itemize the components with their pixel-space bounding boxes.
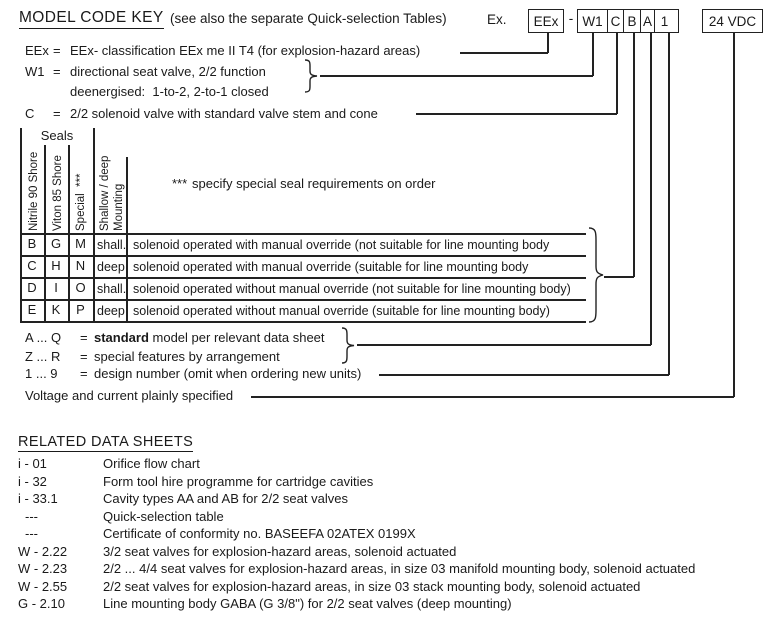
seals-group-header: Seals — [40, 128, 74, 143]
sheet-description: Cavity types AA and AB for 2/2 seat valves — [103, 491, 348, 506]
column-header-special: Special *** — [75, 173, 87, 231]
def-code: EEx — [25, 43, 49, 58]
cell-special: P — [76, 302, 85, 317]
table-line — [20, 277, 586, 279]
def-eq: = — [80, 349, 88, 364]
column-header-mounting-line2: Mounting — [113, 183, 125, 231]
connector-line — [633, 33, 635, 277]
cell-viton: K — [51, 302, 61, 317]
voltage-box: 24 VDC — [702, 9, 763, 33]
sheet-code: --- — [25, 508, 38, 524]
cell-nitrile: E — [27, 302, 37, 317]
connector-line — [379, 374, 669, 376]
def-eq: = — [53, 64, 61, 79]
brace — [304, 59, 320, 98]
sheet-description: 3/2 seat valves for explosion-hazard areas, solenoid actuated — [103, 543, 457, 559]
def-code: A ... Q — [25, 330, 62, 345]
connector-line — [616, 33, 618, 114]
def-code: W1 — [25, 64, 45, 79]
column-header-mounting — [98, 145, 126, 231]
sheet-description: 2/2 seat valves for explosion-hazard areas, in size 03 stack mounting body, solenoid actuated — [103, 578, 641, 594]
def-eq: = — [80, 366, 88, 381]
example-label: Ex. — [487, 12, 507, 27]
def-text-bold: standard — [94, 330, 149, 345]
table-line — [20, 299, 586, 301]
sheet-code: --- — [25, 526, 38, 541]
sheet-code: W - 2.23 — [18, 561, 68, 576]
cell-viton: G — [50, 236, 62, 251]
code-cell-model: A — [640, 10, 654, 32]
table-line — [20, 255, 586, 257]
def-text: directional seat valve, 2/2 function — [70, 64, 266, 79]
page-subtitle: (see also the separate Quick-selection Tables) — [170, 11, 447, 26]
connector-line — [357, 344, 651, 346]
table-line — [20, 233, 586, 235]
def-code: Z ... R — [25, 349, 61, 364]
model-code-dash: - — [568, 11, 574, 26]
cell-mounting: shall. — [97, 238, 127, 252]
def-code: 1 ... 9 — [25, 366, 58, 381]
connector-line — [592, 33, 594, 76]
model-code-box — [577, 9, 679, 33]
sheet-code: i - 33.1 — [18, 491, 58, 506]
table-line — [20, 321, 586, 323]
cell-nitrile: D — [27, 280, 37, 295]
cell-mounting: deep — [97, 260, 125, 274]
cell-nitrile: C — [27, 258, 37, 273]
connector-line — [416, 113, 617, 115]
sheet-code: G - 2.10 — [18, 596, 65, 611]
cell-description: solenoid operated with manual override (suitable for line mounting body — [133, 260, 529, 274]
column-header-nitrile: Nitrile 90 Shore — [28, 151, 40, 231]
sheet-code: i - 01 — [18, 456, 47, 471]
brace — [341, 327, 357, 369]
cell-description: solenoid operated without manual override (suitable for line mounting body) — [133, 304, 550, 318]
cell-viton: I — [54, 280, 58, 295]
model-code-prefix-box: EEx — [528, 9, 564, 33]
cell-special: M — [75, 236, 86, 251]
sheet-description: Form tool hire programme for cartridge cavities — [103, 473, 374, 489]
column-header-mounting-line1: Shallow / deep — [99, 155, 111, 231]
def-text — [94, 330, 325, 346]
table-line — [126, 157, 128, 321]
table-line — [93, 128, 95, 321]
connector-line — [251, 396, 734, 398]
sheet-description: Certificate of conformity no. BASEEFA 02ATEX 0199X — [103, 526, 416, 541]
code-cell-design: 1 — [654, 10, 674, 32]
connector-line — [650, 33, 652, 345]
brace — [588, 227, 604, 328]
cell-mounting: shall. — [97, 282, 127, 296]
code-cell-function: W1 — [582, 13, 603, 29]
connector-line — [733, 33, 735, 397]
page-title: MODEL CODE KEY — [19, 9, 164, 29]
code-cell-seal: B — [623, 10, 640, 32]
def-text: 2/2 solenoid valve with standard valve stem and cone — [70, 106, 378, 121]
voltage-note: Voltage and current plainly specified — [25, 388, 234, 403]
seals-note-text: specify special seal requirements on order — [192, 176, 436, 191]
def-text: design number (omit when ordering new units) — [94, 366, 362, 381]
sheet-description: Line mounting body GABA (G 3/8") for 2/2 seat valves (deep mounting) — [103, 596, 512, 611]
cell-mounting: deep — [97, 304, 125, 318]
connector-line — [460, 52, 548, 54]
sheet-code: W - 2.55 — [18, 578, 68, 594]
def-text: deenergised: 1-to-2, 2-to-1 closed — [70, 84, 269, 99]
code-cell-valve: C — [607, 10, 623, 32]
cell-nitrile: B — [27, 236, 37, 251]
sheet-description: Quick-selection table — [103, 508, 224, 524]
cell-special: N — [75, 258, 86, 273]
connector-line — [320, 75, 593, 77]
sheet-description: 2/2 ... 4/4 seat valves for explosion-hazard areas, in size 03 manifold mounting body, solenoid actuated — [103, 561, 696, 576]
def-text-rest: model per relevant data sheet — [148, 330, 325, 345]
cell-viton: H — [51, 258, 61, 273]
def-text: EEx- classification EEx me II T4 (for explosion-hazard areas) — [70, 43, 421, 58]
seals-note-stars: *** — [172, 176, 188, 191]
connector-line — [668, 33, 670, 375]
def-eq: = — [53, 106, 61, 121]
cell-description: solenoid operated without manual override (not suitable for line mounting body) — [133, 282, 571, 296]
sheet-code: i - 32 — [18, 473, 47, 489]
def-text: special features by arrangement — [94, 349, 280, 364]
def-code: C — [25, 106, 35, 121]
sheet-description: Orifice flow chart — [103, 456, 200, 471]
cell-description: solenoid operated with manual override (not suitable for line mounting body — [133, 238, 550, 252]
related-heading: RELATED DATA SHEETS — [18, 434, 194, 450]
cell-special: O — [75, 280, 86, 295]
sheet-code: W - 2.22 — [18, 543, 68, 559]
def-eq: = — [80, 330, 88, 345]
connector-line — [604, 276, 634, 278]
connector-line — [547, 33, 549, 53]
column-header-viton: Viton 85 Shore — [52, 155, 64, 231]
def-eq: = — [53, 43, 61, 58]
